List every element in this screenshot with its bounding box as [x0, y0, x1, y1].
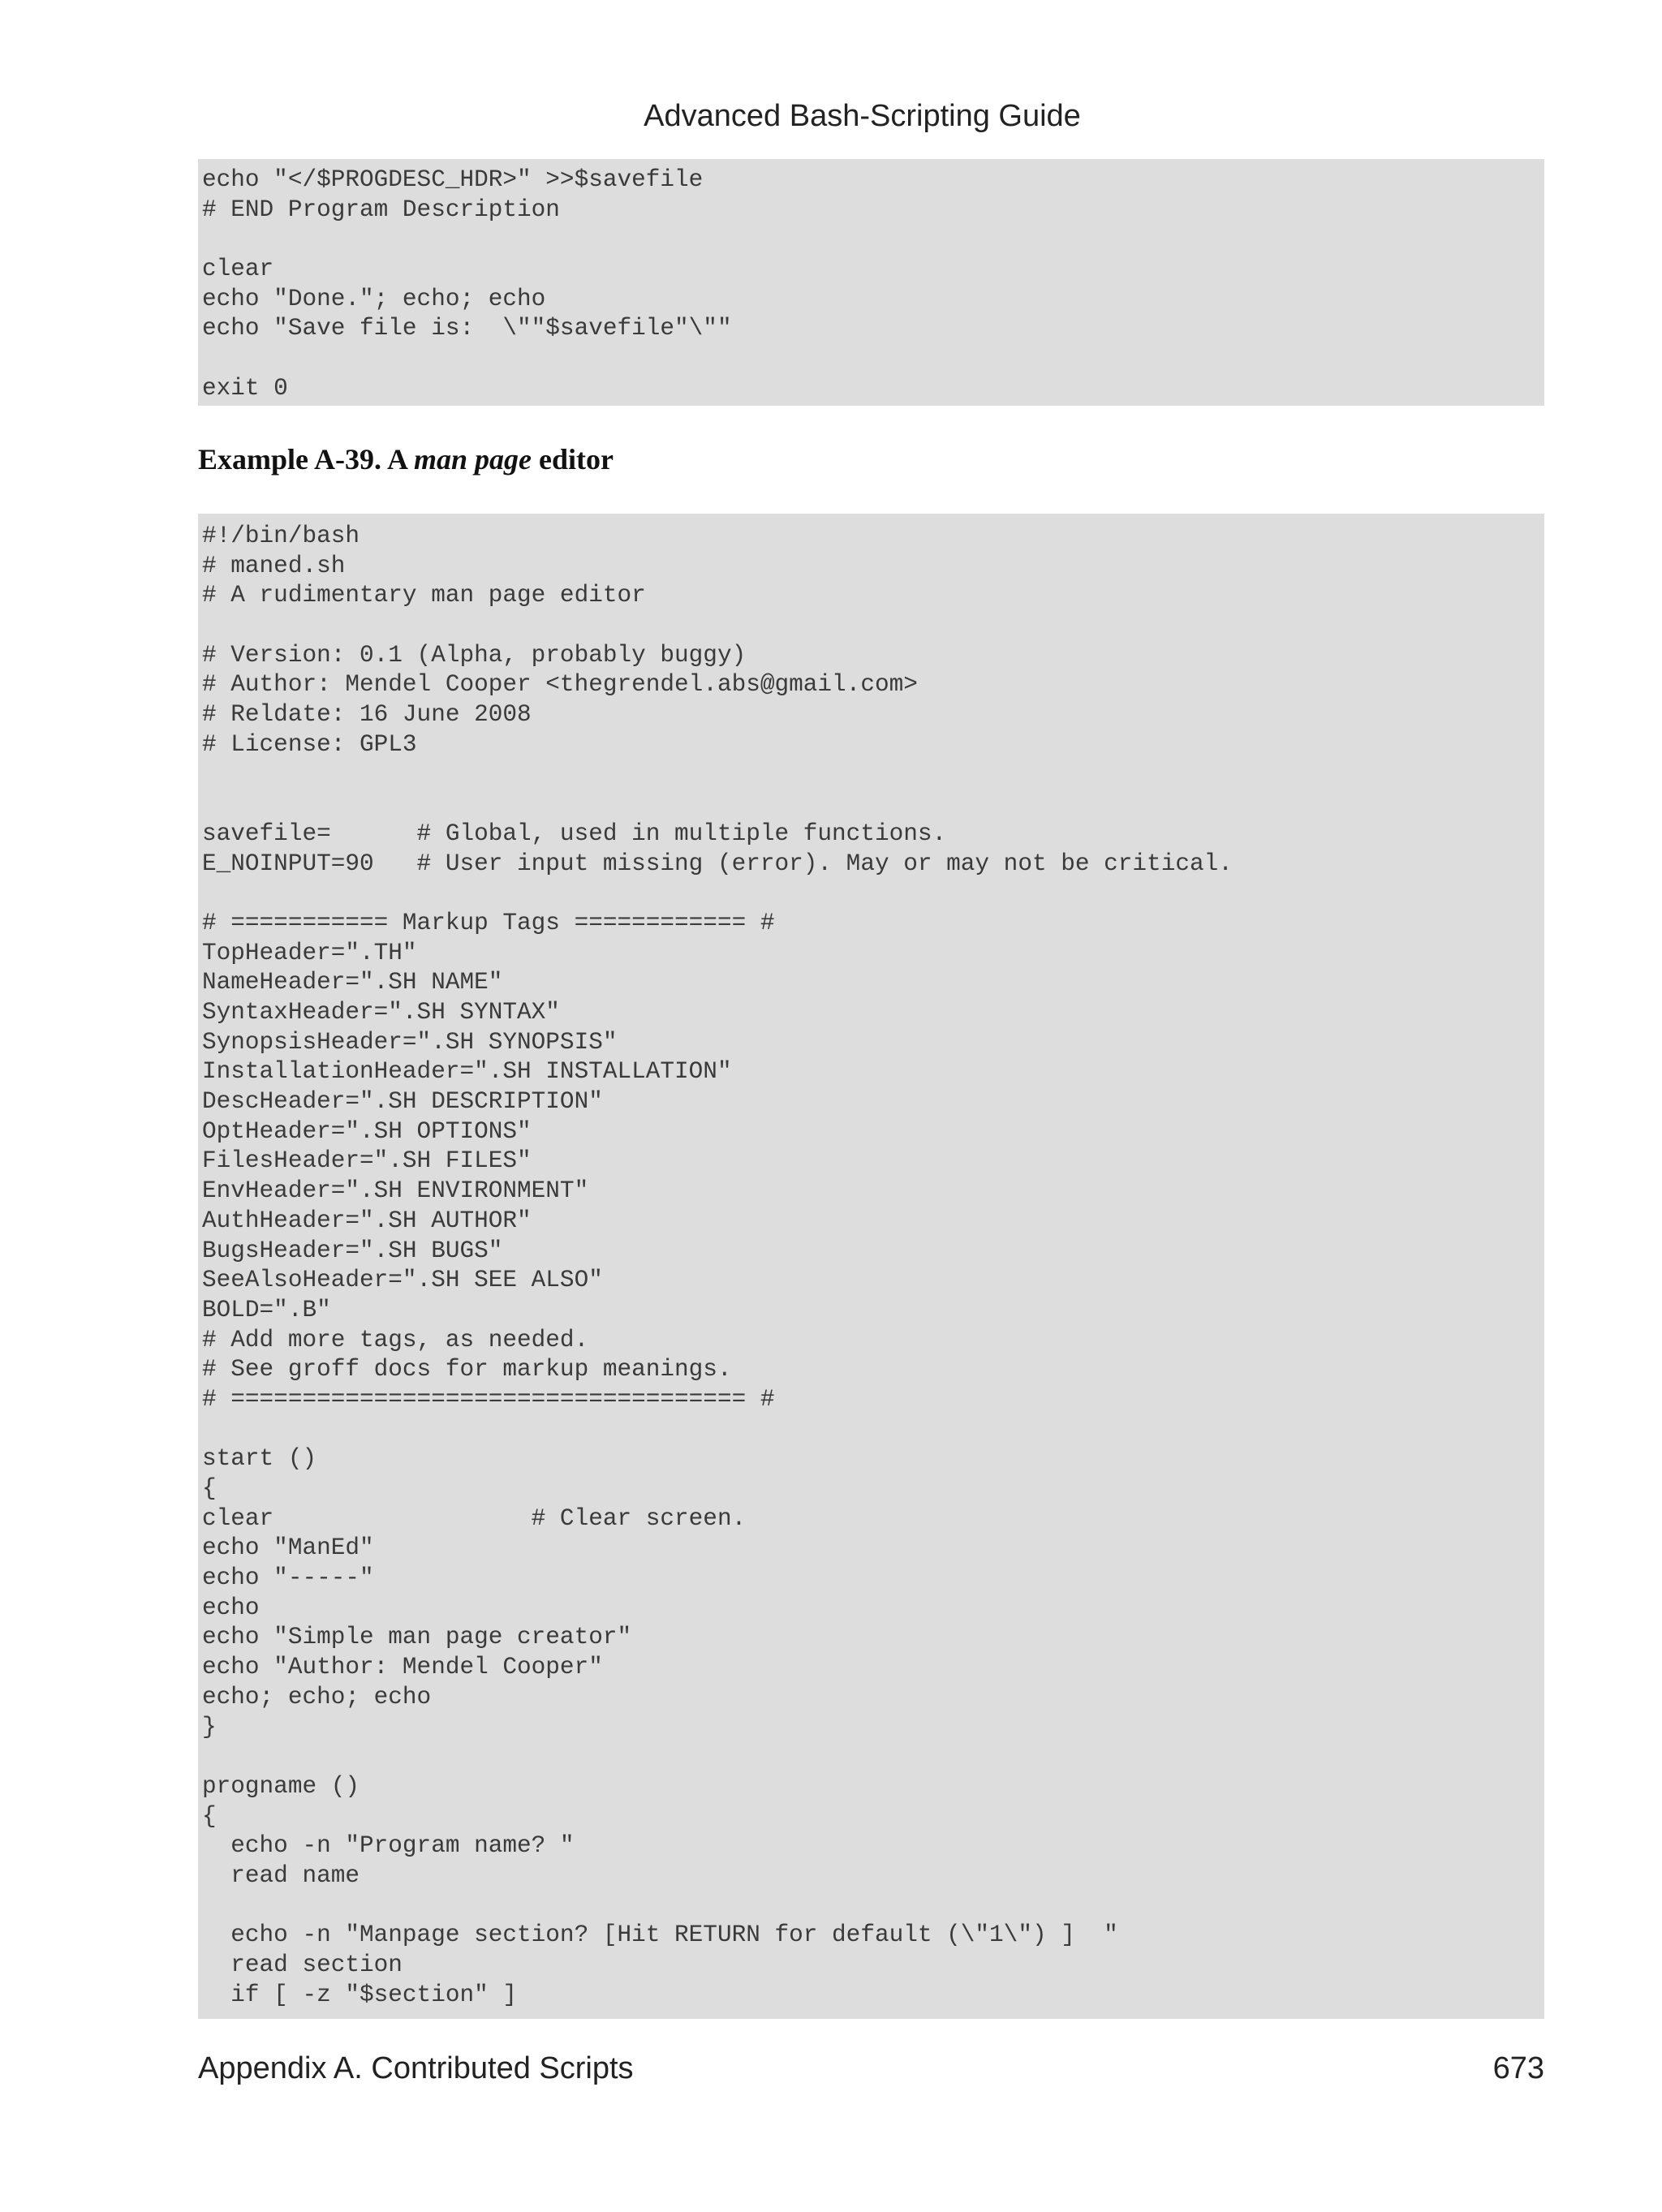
- code-line: exit 0: [202, 374, 288, 402]
- code-line: savefile= # Global, used in multiple functions.: [202, 820, 947, 847]
- code-line: SyntaxHeader=".SH SYNTAX": [202, 999, 560, 1026]
- code-line: SeeAlsoHeader=".SH SEE ALSO": [202, 1267, 603, 1294]
- code-line: echo -n "Program name? ": [202, 1832, 575, 1860]
- code-line: echo: [202, 1594, 260, 1621]
- code-block-1: [198, 159, 1544, 406]
- example-title: [198, 442, 614, 476]
- code-line: E_NOINPUT=90 # User input missing (error). May or may not be critical.: [202, 850, 1233, 877]
- code-line: }: [202, 1713, 217, 1741]
- code-line: [202, 1891, 1544, 1922]
- code-line: # maned.sh: [202, 552, 346, 579]
- code-line: echo -n "Manpage section? [Hit RETURN for default (\"1\") ] ": [202, 1922, 1118, 1949]
- code-line: [202, 611, 1544, 641]
- code-line: if [ -z "$section" ]: [202, 1981, 518, 2008]
- code-line: [202, 344, 1544, 374]
- code-line: # See groff docs for markup meanings.: [202, 1356, 732, 1384]
- code-line: # ==================================== #: [202, 1385, 775, 1413]
- code-line: # License: GPL3: [202, 730, 417, 758]
- code-line: start (): [202, 1445, 317, 1473]
- code-line: # Reldate: 16 June 2008: [202, 701, 532, 729]
- example-title-suffix: editor: [532, 443, 614, 476]
- code-line: [202, 879, 1544, 909]
- code-line: # Add more tags, as needed.: [202, 1326, 589, 1353]
- code-line: # Version: 0.1 (Alpha, probably buggy): [202, 641, 747, 669]
- code-line: echo "ManEd": [202, 1534, 374, 1562]
- code-line: OptHeader=".SH OPTIONS": [202, 1117, 532, 1145]
- code-line: {: [202, 1802, 217, 1830]
- code-line: {: [202, 1475, 217, 1502]
- code-line: FilesHeader=".SH FILES": [202, 1147, 532, 1175]
- code-line: echo "-----": [202, 1564, 374, 1592]
- example-title-prefix: Example A-39. A: [198, 443, 415, 476]
- code-line: # END Program Description: [202, 196, 560, 223]
- page-footer: [198, 2051, 1544, 2092]
- footer-section-title: Appendix A. Contributed Scripts: [198, 2051, 634, 2085]
- code-line: clear: [202, 256, 274, 283]
- code-block-2: [198, 514, 1544, 2019]
- code-line: echo; echo; echo: [202, 1683, 432, 1711]
- code-line: echo "Done."; echo; echo: [202, 285, 546, 312]
- code-line: [202, 1742, 1544, 1772]
- code-line: # Author: Mendel Cooper <thegrendel.abs@gmail.com>: [202, 671, 918, 699]
- page-header-title: Advanced Bash-Scripting Guide: [644, 99, 1081, 133]
- code-line: BugsHeader=".SH BUGS": [202, 1237, 503, 1264]
- code-line: TopHeader=".TH": [202, 939, 417, 966]
- code-line: NameHeader=".SH NAME": [202, 969, 503, 996]
- code-line: clear # Clear screen.: [202, 1504, 747, 1532]
- code-line: # =========== Markup Tags ============ #: [202, 909, 775, 936]
- code-line: echo "Save file is: \""$savefile"\"": [202, 315, 732, 342]
- footer-page-number: 673: [1492, 2051, 1544, 2085]
- code-line: progname (): [202, 1772, 360, 1800]
- code-line: BOLD=".B": [202, 1296, 331, 1323]
- code-line: [202, 760, 1544, 790]
- code-line: # A rudimentary man page editor: [202, 582, 646, 609]
- code-line: [202, 790, 1544, 820]
- code-line: DescHeader=".SH DESCRIPTION": [202, 1088, 603, 1116]
- code-line: echo "Author: Mendel Cooper": [202, 1654, 603, 1681]
- code-line: [202, 225, 1544, 255]
- code-line: InstallationHeader=".SH INSTALLATION": [202, 1058, 732, 1086]
- code-line: EnvHeader=".SH ENVIRONMENT": [202, 1177, 589, 1205]
- code-line: [202, 1415, 1544, 1445]
- code-line: echo "Simple man page creator": [202, 1624, 632, 1651]
- code-line: read name: [202, 1861, 360, 1889]
- code-line: #!/bin/bash: [202, 523, 360, 549]
- code-line: AuthHeader=".SH AUTHOR": [202, 1207, 532, 1234]
- code-line: echo "</$PROGDESC_HDR>" >>$savefile: [202, 166, 704, 193]
- code-line: read section: [202, 1952, 403, 1978]
- example-title-emphasis: man page: [414, 443, 532, 476]
- code-line: SynopsisHeader=".SH SYNOPSIS": [202, 1028, 618, 1056]
